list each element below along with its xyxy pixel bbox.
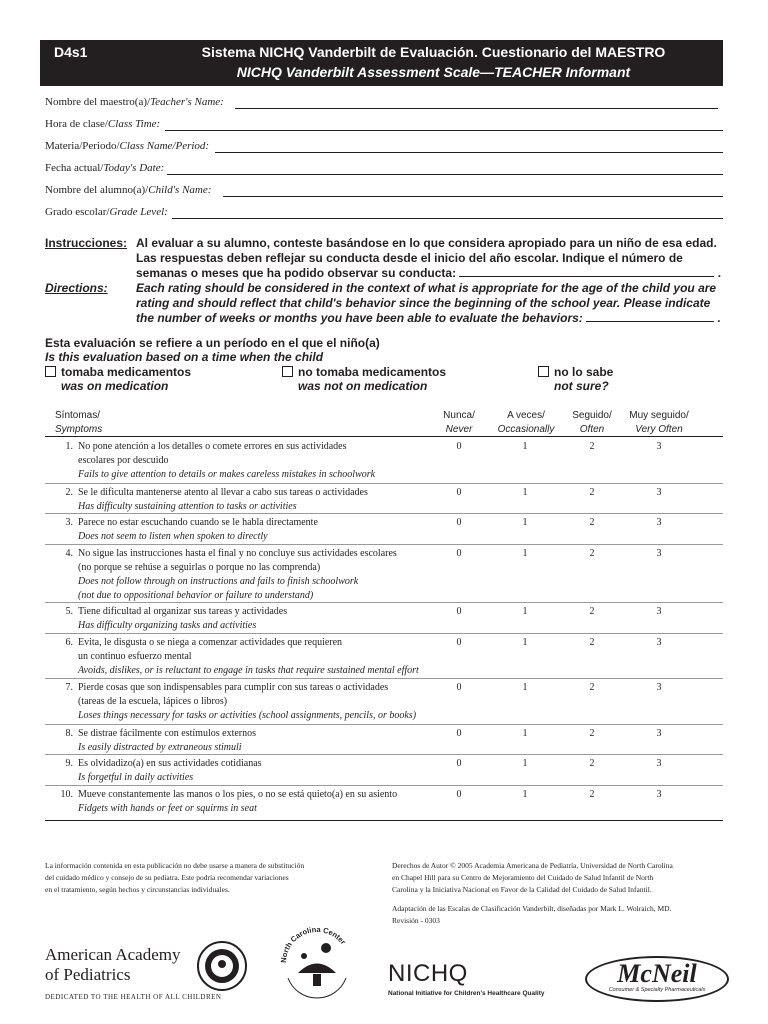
rating-option[interactable]: 0 (456, 682, 462, 693)
svg-text:North Carolina Center: North Carolina Center (278, 924, 348, 964)
symptom-es: Pierde cosas que son indispensables para cumplir con sus tareas o actividades (78, 682, 389, 693)
symptom-es: Tiene dificultad al organizar sus tareas y actividades (78, 606, 288, 617)
symptom-text (78, 440, 458, 482)
form-header (40, 40, 723, 86)
rating-option[interactable]: 0 (456, 789, 462, 800)
rating-option[interactable]: 1 (522, 606, 528, 617)
symptom-es: escolares por descuido (78, 455, 169, 466)
symptom-es: No pone atención a los detalles o comete errores en sus actividades (78, 441, 347, 452)
symptom-es: Mueve constantemente las manos o los pies, o no se está quieto(a) en su asiento (78, 789, 398, 800)
row-number: 3. (65, 517, 73, 528)
symptom-en: Does not follow through on instructions and fails to finish schoolwork (78, 576, 359, 587)
option-not-sure[interactable]: no lo sabe not sure? (538, 365, 613, 393)
symptom-en: Loses things necessary for tasks or activities (school assignments, pencils, or books) (78, 710, 417, 721)
aap-seal-icon (196, 940, 248, 992)
grade-level-line[interactable] (172, 218, 723, 219)
rating-option[interactable]: 3 (656, 789, 662, 800)
symptom-en: (not due to oppositional behavior or failure to understand) (78, 590, 314, 601)
field-label-en: Today's Date: (103, 162, 165, 174)
symptom-en: Fails to give attention to details or makes careless mistakes in schoolwork (78, 469, 376, 480)
title-spanish: Sistema NICHQ Vanderbilt de Evaluación. Cuestionario del MAESTRO (201, 44, 666, 60)
symptom-text (78, 681, 458, 723)
field-label-es: Nombre del maestro(a)/ (45, 96, 151, 108)
disclaimer: La información contenida en esta publicación no debe usarse a manera de substitución del cuidado médico y consejo de su pediatra. Este podría recomendar variaciones en el tratamiento, según hechos y circunstancias individuales. (45, 861, 305, 894)
row-divider (45, 483, 723, 484)
col-often: Seguido/ Often (572, 410, 612, 435)
rating-option[interactable]: 2 (589, 728, 595, 739)
table-header-rule (45, 436, 723, 437)
class-time-field (45, 118, 160, 130)
rating-option[interactable]: 2 (589, 606, 595, 617)
symptom-es: Se le dificulta mantenerse atento al llevar a cabo sus tareas o actividades (78, 487, 368, 498)
weeks-months-line-es[interactable] (459, 266, 714, 277)
symptom-es: (tareas de la escuela, lápices o libros) (78, 696, 228, 707)
row-number: 1. (65, 441, 73, 452)
rating-option[interactable]: 1 (522, 758, 528, 769)
row-divider (45, 544, 723, 545)
child-name-field (45, 184, 211, 196)
symptom-es: Evita, le disgusta o se niega a comenzar actividades que requieren (78, 637, 343, 648)
symptom-es: No sigue las instrucciones hasta el final y no concluye sus actividades escolares (78, 548, 397, 559)
rating-option[interactable]: 3 (656, 517, 662, 528)
rating-option[interactable]: 0 (456, 637, 462, 648)
symptom-text (78, 636, 458, 678)
teacher-name-field (45, 96, 224, 108)
symptom-text (78, 727, 458, 755)
rating-option[interactable]: 3 (656, 758, 662, 769)
checkbox[interactable] (538, 366, 549, 377)
rating-option[interactable]: 0 (456, 441, 462, 452)
symptom-text (78, 516, 458, 544)
rating-option[interactable]: 2 (589, 682, 595, 693)
symptom-en: Avoids, dislikes, or is reluctant to engage in tasks that require sustained mental effort (78, 665, 419, 676)
col-never: Nunca/ Never (443, 410, 475, 435)
field-label-es: Fecha actual/ (45, 162, 104, 174)
row-divider (45, 785, 723, 786)
symptom-es: un continuo esfuerzo mental (78, 651, 192, 662)
rating-option[interactable]: 1 (522, 637, 528, 648)
symptom-text (78, 788, 458, 816)
row-number: 9. (65, 758, 73, 769)
field-label-en: Grade Level: (109, 206, 168, 218)
rating-option[interactable]: 3 (656, 728, 662, 739)
col-very-often: Muy seguido/ Very Often (629, 410, 689, 435)
class-name-field (45, 140, 209, 152)
symptom-text (78, 486, 458, 514)
option-on-medication[interactable]: tomaba medicamentos was on medication (45, 365, 191, 393)
symptom-es: Se distrae fácilmente con estímulos externos (78, 728, 257, 739)
symptom-en: Fidgets with hands or feet or squirms in seat (78, 803, 257, 814)
directions-label: Directions: (45, 281, 108, 295)
rating-option[interactable]: 1 (522, 789, 528, 800)
symptom-text (78, 757, 458, 785)
rating-option[interactable]: 0 (456, 606, 462, 617)
field-label-en: Class Name/Period: (119, 140, 210, 152)
rating-option[interactable]: 3 (656, 441, 662, 452)
field-label-es: Hora de clase/ (45, 118, 108, 130)
row-number: 7. (65, 682, 73, 693)
instructions-text: Al evaluar a su alumno, conteste basándose en lo que considera apropiado para un niño de esa edad. Las respuestas deben reflejar su conducta desde el inicio del año escolar. Indique el número de semanas o meses que ha podido observar su conducta: . (136, 236, 722, 280)
rating-option[interactable]: 1 (522, 548, 528, 559)
rating-option[interactable]: 1 (522, 441, 528, 452)
todays-date-line[interactable] (167, 174, 723, 175)
symptom-en: Has difficulty organizing tasks and activities (78, 620, 257, 631)
rating-option[interactable]: 3 (656, 637, 662, 648)
form-code: D4s1 (54, 44, 88, 60)
row-number: 10. (60, 789, 73, 800)
instructions-label: Instrucciones: (45, 236, 128, 250)
rating-option[interactable]: 1 (522, 682, 528, 693)
evaluation-question-en: Is this evaluation based on a time when the child (45, 350, 324, 364)
nc-center-logo-icon (272, 918, 362, 1008)
field-label-es: Nombre del alumno(a)/ (45, 184, 149, 196)
row-number: 4. (65, 548, 73, 559)
field-label-es: Grado escolar/ (45, 206, 110, 218)
row-number: 5. (65, 606, 73, 617)
symptoms-header: Síntomas/ Symptoms (55, 410, 103, 435)
symptom-en: Has difficulty sustaining attention to tasks or activities (78, 501, 297, 512)
option-not-on-medication[interactable]: no tomaba medicamentos was not on medication (282, 365, 446, 393)
child-name-line[interactable] (223, 196, 723, 197)
row-divider (45, 678, 723, 679)
rating-option[interactable]: 2 (589, 487, 595, 498)
rating-option[interactable]: 2 (589, 548, 595, 559)
row-divider (45, 602, 723, 603)
symptom-en: Is forgetful in daily activities (78, 772, 194, 783)
grade-level-field (45, 206, 168, 218)
nichq-logo: NICHQ National Initiative for Children's Healthcare Quality (388, 960, 545, 997)
field-label-en: Class Time: (107, 118, 161, 130)
row-divider (45, 633, 723, 634)
title-english: NICHQ Vanderbilt Assessment Scale—TEACHER Informant (236, 64, 631, 80)
rating-option[interactable]: 3 (656, 487, 662, 498)
field-label-es: Materia/Periodo/ (45, 140, 120, 152)
rating-option[interactable]: 2 (589, 637, 595, 648)
rating-option[interactable]: 0 (456, 728, 462, 739)
symptom-en: Does not seem to listen when spoken to directly (78, 531, 268, 542)
symptom-en: Is easily distracted by extraneous stimuli (78, 742, 242, 753)
row-divider (45, 724, 723, 725)
rating-option[interactable]: 2 (589, 789, 595, 800)
field-label-en: Teacher's Name: (150, 96, 224, 108)
teacher-name-line[interactable] (235, 108, 718, 109)
rating-option[interactable]: 0 (456, 487, 462, 498)
symptom-text (78, 605, 458, 633)
row-divider (45, 754, 723, 755)
symptom-es: Parece no estar escuchando cuando se le habla directamente (78, 517, 318, 528)
symptom-es: Es olvidadizo(a) en sus actividades cotidianas (78, 758, 262, 769)
rating-option[interactable]: 3 (656, 606, 662, 617)
rating-option[interactable]: 1 (522, 728, 528, 739)
checkbox[interactable] (45, 366, 56, 377)
aap-logo: American Academy of Pediatrics DEDICATED TO THE HEALTH OF ALL CHILDREN (45, 945, 222, 1001)
checkbox[interactable] (282, 366, 293, 377)
symptom-es: (no porque se rehúse a seguirlas o porque no las comprenda) (78, 562, 321, 573)
class-time-line[interactable] (165, 130, 723, 131)
todays-date-field (45, 162, 164, 174)
row-divider (45, 513, 723, 514)
rating-option[interactable]: 3 (656, 548, 662, 559)
rating-option[interactable]: 2 (589, 758, 595, 769)
rating-option[interactable]: 2 (589, 517, 595, 528)
field-label-en: Child's Name: (148, 184, 212, 196)
table-bottom-rule (45, 820, 723, 821)
rating-option[interactable]: 1 (522, 517, 528, 528)
rating-option[interactable]: 1 (522, 487, 528, 498)
symptom-text (78, 547, 458, 603)
weeks-months-line-en[interactable] (586, 311, 714, 322)
rating-option[interactable]: 0 (456, 517, 462, 528)
rating-option[interactable]: 3 (656, 682, 662, 693)
class-name-line[interactable] (215, 152, 723, 153)
rating-option[interactable]: 0 (456, 758, 462, 769)
directions-text: Each rating should be considered in the context of what is appropriate for the age of the child you are rating and should reflect that child's behavior since the beginning of the school year. Please indicate the number of weeks or months you have been able to evaluate the behaviors: . (136, 281, 721, 325)
row-number: 8. (65, 728, 73, 739)
col-occasionally: A veces/ Occasionally (497, 410, 555, 435)
copyright: Derechos de Autor © 2005 Academia Americana de Pediatría, Universidad de North Carolina en Chapel Hill para su Centro de Mejoramiento del Cuidado de Salud Infantil de North Carolina y la Iniciativa Nacional en Favor de la Calidad del Cuidado de Salud Infantil. Adaptación de las Escalas de Clasificación Vanderbilt, diseñadas por Mark L. Wolraich, MD. Revisión - 0303 (392, 861, 673, 925)
mcneil-logo: McNeil Consumer & Specialty Pharmaceuticals (585, 956, 729, 1002)
rating-option[interactable]: 2 (589, 441, 595, 452)
evaluation-question-es: Esta evaluación se refiere a un período en el que el niño(a) (45, 336, 380, 350)
rating-option[interactable]: 0 (456, 548, 462, 559)
row-number: 6. (65, 637, 73, 648)
row-number: 2. (65, 487, 73, 498)
